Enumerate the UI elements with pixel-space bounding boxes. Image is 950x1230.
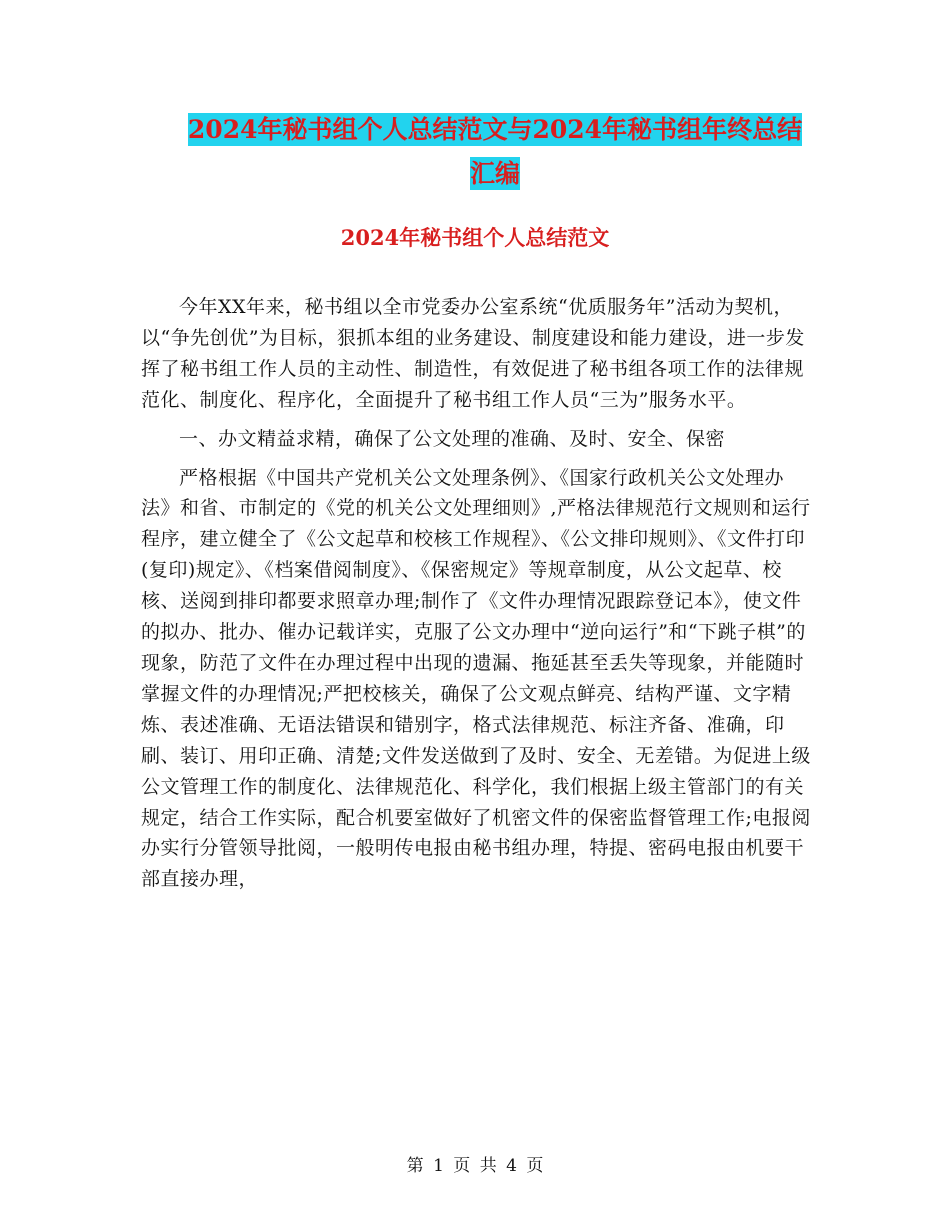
body-text (141, 292, 813, 903)
paragraph-intro: 今年XX年来，秘书组以全市党委办公室系统“优质服务年”活动为契机，以“争先创优”为目标，狠抓本组的业务建设、制度建设和能力建设，进一步发挥了秘书组工作人员的主动性、制造性，有效促进了秘书组各项工作的法律规范化、制度化、程序化，全面提升了秘书组工作人员“三为”服务水平。 (141, 296, 805, 411)
page-footer: 第 1 页 共 4 页 (406, 1156, 544, 1176)
paragraph-body-1: 严格根据《中国共产党机关公文处理条例》、《国家行政机关公文处理办法》和省、市制定的《党的机关公文处理细则》,严格法律规范行文规则和运行程序，建立健全了《公文起草和校核工作规程》、《公文排印规则》、《文件打印(复印)规定》、《档案借阅制度》、《保密规定》等规章制度，从公文起草、校核、送阅到排印都要求照章办理;制作了《文件办理情况跟踪登记本》，使文件的拟办、批办、催办记载详实，克服了公文办理中“逆向运行”和“下跳子棋”的现象，防范了文件在办理过程中出现的遗漏、拖延甚至丢失等现象，并能随时掌握文件的办理情况;严把校核关，确保了公文观点鲜亮、结构严谨、文字精炼、表述准确、无语法错误和错别字，格式法律规范、标注齐备、准确，印刷、装订、用印正确、清楚;文件发送做到了及时、安全、无差错。为促进上级公文管理工作的制度化、法律规范化、科学化，我们根据上级主管部门的有关规定，结合工作实际，配合机要室做好了机密文件的保密监督管理工作;电报阅办实行分管领导批阅，一般明传电报由秘书组办理，特提、密码电报由机要干部直接办理， (141, 466, 811, 891)
title-line-1: 2024年秘书组个人总结范文与2024年秘书组年终总结 (187, 115, 803, 144)
section-subtitle: 2024年秘书组个人总结范文 (340, 225, 610, 250)
paragraph-heading-1: 一、办文精益求精，确保了公文处理的准确、及时、安全、保密 (179, 427, 726, 450)
document-title (180, 108, 810, 196)
title-line-2: 汇编 (469, 159, 520, 188)
